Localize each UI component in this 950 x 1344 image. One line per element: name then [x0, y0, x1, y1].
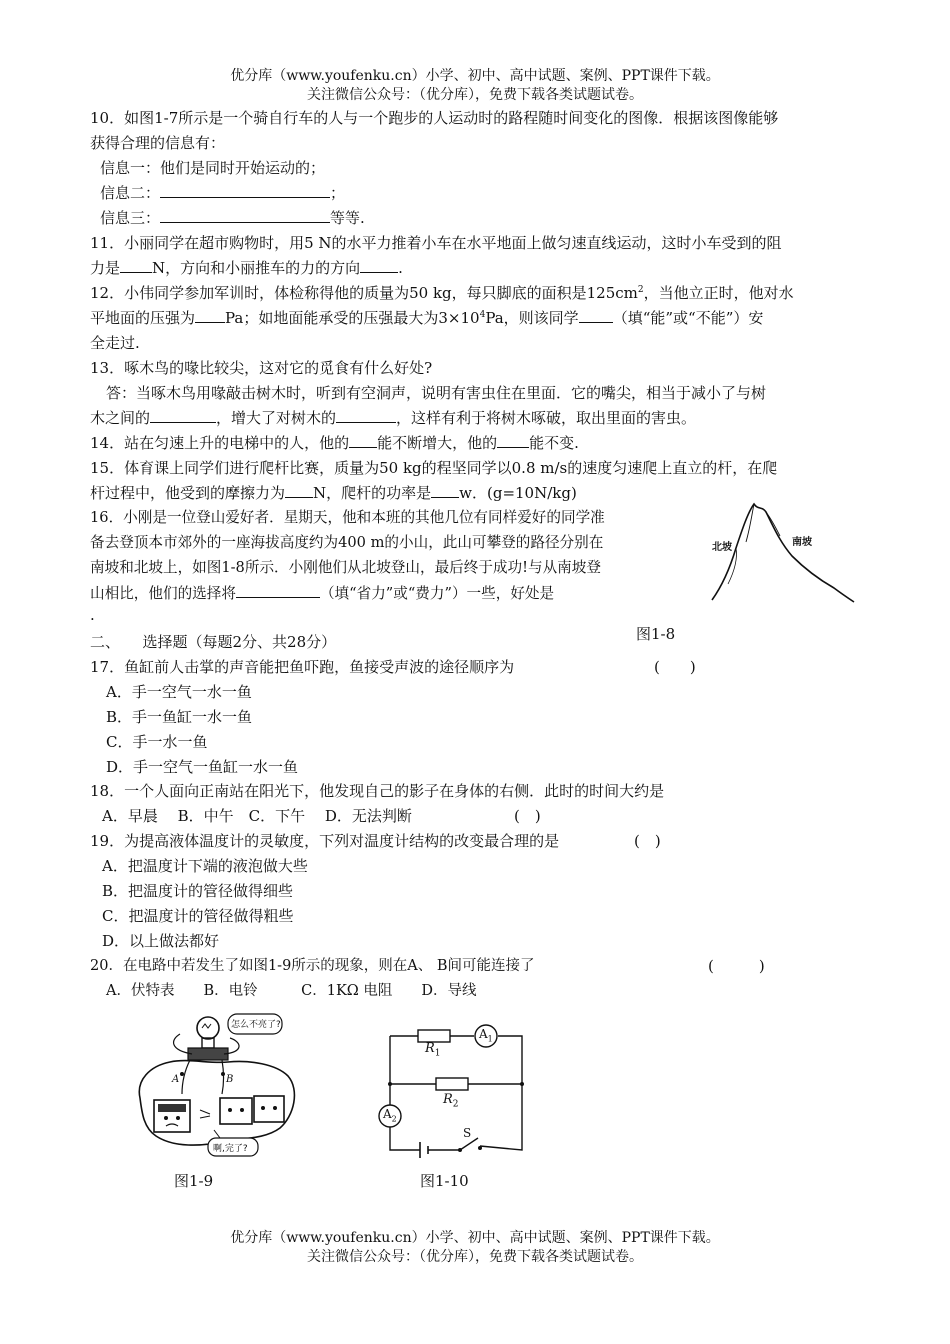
- q10-info-2-blank[interactable]: [160, 183, 330, 198]
- q14-text-b: 能不断增大，他的: [377, 434, 498, 452]
- q12-sup-1: 2: [637, 285, 644, 295]
- q16-text-b: （填“省力”或“费力”）一些，好处是: [319, 585, 555, 602]
- q14-blank-1[interactable]: [349, 433, 377, 448]
- label-a1-sub: 1: [487, 1034, 493, 1044]
- south-slope-label: 南坡: [792, 537, 812, 548]
- cartoon-bubble-top: 怎么不亮了?: [231, 1020, 281, 1030]
- q19-stem: 19．为提高液体温度计的灵敏度，下列对温度计结构的改变最合理的是: [90, 832, 560, 850]
- q12-text-a: 12．小伟同学参加军训时，体检称得他的质量为50 kg，每只脚底的面积是125cm: [90, 284, 638, 302]
- q20-options[interactable]: A．伏特表 B．电铃 C．1KΩ 电阻 D．导线: [106, 983, 477, 999]
- q15-line-2: [90, 483, 577, 503]
- figure-1-9-caption: 图1-9: [174, 1172, 214, 1190]
- q18-answer-paren[interactable]: ( ): [514, 807, 541, 825]
- cartoon-circuit-figure: [130, 1010, 305, 1160]
- q19-option-b[interactable]: B．把温度计的管径做得细些: [102, 882, 294, 900]
- label-r1-sub: 1: [434, 1048, 441, 1059]
- q11-text-c: .: [398, 259, 403, 277]
- q14-text-c: 能不变.: [529, 434, 579, 452]
- q10-line-2: 获得合理的信息有：: [90, 134, 226, 152]
- q14-text-a: 14．站在匀速上升的电梯中的人，他的: [90, 434, 350, 452]
- q12-blank-2[interactable]: [579, 308, 613, 323]
- cartoon-bubble-bottom: 啊,完了?: [213, 1144, 248, 1154]
- q11-text-a: 力是: [90, 259, 121, 277]
- q19-option-d[interactable]: D．以上做法都好: [102, 932, 220, 950]
- q15-text-b: N，爬杆的功率是: [313, 484, 432, 502]
- q12-line-1: [90, 283, 794, 303]
- q17-option-d[interactable]: D．手一空气一鱼缸一水一鱼: [106, 758, 299, 776]
- q11-text-b: N，方向和小丽推车的力的方向: [152, 259, 361, 277]
- q15-text-c: w．(g=10N/kg): [459, 484, 577, 502]
- q11-line-2: [90, 258, 403, 278]
- q12-line-3: 全走过.: [90, 334, 140, 352]
- q13-line-3: [90, 408, 696, 428]
- q10-info-3-label: 信息三：: [100, 209, 161, 227]
- footer-line-2: 关注微信公众号：（优分库），免费下载各类试题试卷。: [307, 1249, 643, 1265]
- q13-line-2: 答：当啄木鸟用喙敲击树木时，听到有空洞声，说明有害虫住在里面．它的嘴尖，相当于减小了与树: [106, 384, 767, 402]
- header-line-1: 优分库（www.youfenku.cn）小学、初中、高中试题、案例、PPT课件下载。: [230, 68, 720, 84]
- label-a1-letter: A: [479, 1027, 488, 1041]
- north-slope-label: 北坡: [712, 542, 732, 553]
- q16-line-3: 南坡和北坡上，如图1-8所示．小刚他们从北坡登山，最后终于成功!与从南坡登: [90, 559, 601, 576]
- q17-stem: 17．鱼缸前人击掌的声音能把鱼吓跑，鱼接受声波的途径顺序为: [90, 658, 515, 676]
- q12-blank-1[interactable]: [195, 308, 225, 323]
- q14-blank-2[interactable]: [497, 433, 529, 448]
- q16-line-5: .: [90, 606, 95, 624]
- footer-line-1: 优分库（www.youfenku.cn）小学、初中、高中试题、案例、PPT课件下载。: [230, 1230, 720, 1246]
- q12-sup-2: 4: [479, 310, 486, 320]
- q11-blank-1[interactable]: [120, 258, 152, 273]
- q12-text-b: ，当他立正时，他对水: [643, 284, 794, 302]
- figure-1-8-caption: 图1-8: [636, 625, 676, 643]
- q10-info-2-label: 信息二：: [100, 184, 161, 202]
- label-r1-letter: R: [425, 1041, 435, 1056]
- q11-line-1: 11．小丽同学在超市购物时，用5 N的水平力推着小车在水平地面上做匀速直线运动，这时小车受到的阻: [90, 234, 782, 252]
- q12-text-c: 平地面的压强为: [90, 309, 196, 327]
- q13-text-c: ，这样有利于将树木啄破，取出里面的害虫。: [396, 409, 697, 427]
- q12-text-e: Pa，则该同学: [485, 309, 579, 327]
- q12-line-2: [90, 308, 763, 328]
- q16-line-4: [90, 583, 554, 604]
- circuit-diagram: [376, 1020, 526, 1160]
- q16-blank-1[interactable]: [236, 583, 320, 598]
- q10-info-2: [100, 183, 345, 203]
- label-a2-sub: 2: [391, 1114, 397, 1124]
- q14-line: [90, 433, 579, 453]
- q11-blank-2[interactable]: [360, 258, 398, 273]
- battery-symbol: [420, 1142, 428, 1158]
- q19-option-c[interactable]: C．把温度计的管径做得粗些: [102, 907, 294, 925]
- q19-option-a[interactable]: A．把温度计下端的液泡做大些: [102, 857, 308, 875]
- q12-text-d: Pa；如地面能承受的压强最大为3×10: [225, 309, 480, 327]
- figure-1-10-caption: 图1-10: [420, 1172, 469, 1190]
- q16-line-2: 备去登顶本市郊外的一座海拔高度约为400 m的小山，此山可攀登的路径分别在: [90, 534, 604, 551]
- cartoon-label-b: B: [226, 1074, 234, 1085]
- section-2-title: 二、 选择题（每题2分、共28分）: [90, 633, 337, 651]
- cartoon-label-a: A: [172, 1074, 180, 1085]
- q10-info-3: [100, 208, 365, 228]
- label-a1: [479, 1027, 493, 1043]
- q12-text-f: （填“能”或“不能”）安: [612, 309, 764, 327]
- q19-answer-paren[interactable]: ( ): [634, 832, 661, 850]
- q15-line-1: 15．体育课上同学们进行爬杆比赛，质量为50 kg的程坚同学以0.8 m/s的速度匀速爬上直立的杆，在爬: [90, 459, 778, 477]
- label-switch: S: [463, 1126, 472, 1140]
- q15-text-a: 杆过程中，他受到的摩擦力为: [90, 484, 286, 502]
- q10-info-2-end: ；: [330, 184, 346, 202]
- mountain-figure: [708, 498, 858, 608]
- label-r1: [425, 1041, 441, 1059]
- q17-option-a[interactable]: A．手一空气一水一鱼: [106, 683, 252, 701]
- q18-stem: 18．一个人面向正南站在阳光下，他发现自己的影子在身体的右侧．此时的时间大约是: [90, 782, 665, 800]
- label-r2: [443, 1092, 459, 1110]
- q10-info-1: 信息一：他们是同时开始运动的；: [100, 159, 326, 177]
- battery-character-right: [254, 1096, 284, 1122]
- q15-blank-1[interactable]: [285, 483, 313, 498]
- label-a2: [383, 1107, 397, 1123]
- q10-info-3-blank[interactable]: [160, 208, 330, 223]
- q13-blank-2[interactable]: [336, 408, 396, 423]
- q17-answer-paren[interactable]: ( ): [654, 658, 696, 676]
- q15-blank-2[interactable]: [431, 483, 459, 498]
- q10-info-3-end: 等等.: [330, 209, 365, 227]
- q16-line-1: 16．小刚是一位登山爱好者．星期天，他和本班的其他几位有同样爱好的同学准: [90, 509, 605, 526]
- q10-line-1: 10．如图1-7所示是一个骑自行车的人与一个跑步的人运动时的路程随时间变化的图像．根据该图像能够: [90, 109, 779, 127]
- q18-options[interactable]: A．早晨 B．中午 C．下午 D．无法判断: [102, 807, 412, 825]
- q13-line-1: 13．啄木鸟的喙比较尖，这对它的觅食有什么好处?: [90, 359, 433, 377]
- q16-text-a: 山相比，他们的选择将: [90, 585, 236, 602]
- resistor-r2: [436, 1078, 468, 1090]
- label-a2-letter: A: [383, 1107, 392, 1121]
- q17-option-b[interactable]: B．手一鱼缸一水一鱼: [106, 708, 253, 726]
- label-r2-letter: R: [443, 1092, 453, 1107]
- q17-option-c[interactable]: C．手一水一鱼: [106, 733, 208, 751]
- battery-character-middle: [220, 1098, 252, 1124]
- q13-text-b: ，增大了对树木的: [216, 409, 337, 427]
- q20-answer-paren[interactable]: ( ): [708, 957, 765, 975]
- q13-text-a: 木之间的: [90, 409, 151, 427]
- q20-stem: 20．在电路中若发生了如图1-9所示的现象，则在A、 B间可能连接了: [90, 958, 535, 974]
- label-r2-sub: 2: [452, 1099, 459, 1110]
- header-line-2: 关注微信公众号：（优分库），免费下载各类试题试卷。: [307, 87, 643, 103]
- q13-blank-1[interactable]: [150, 408, 216, 423]
